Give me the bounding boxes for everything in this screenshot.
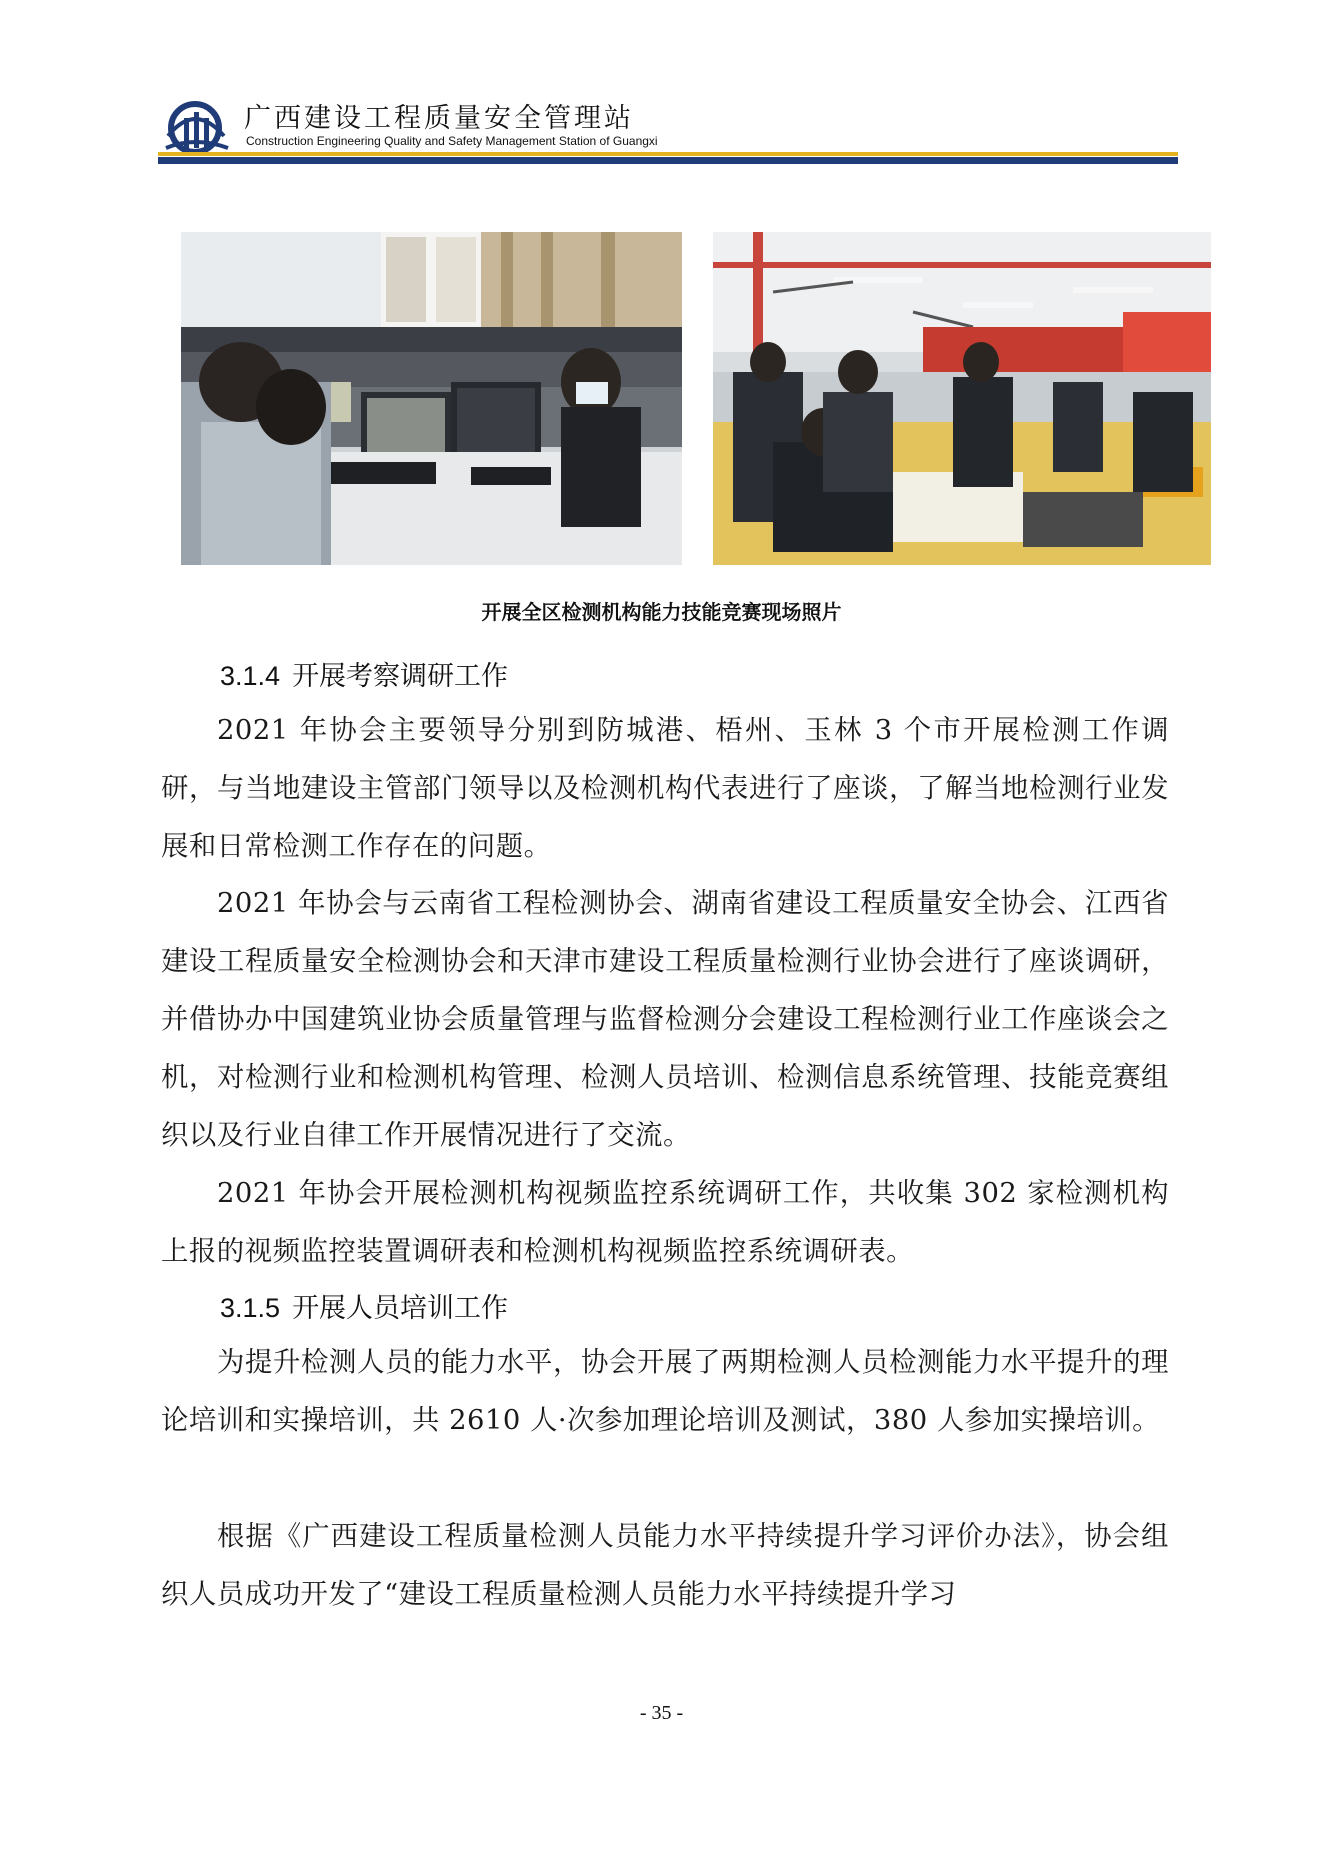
photo-caption: 开展全区检测机构能力技能竞赛现场照片 (481, 600, 842, 624)
photo-computer-exam (181, 232, 682, 565)
section-number: 3.1.4 (220, 661, 281, 691)
page-header (158, 90, 1178, 170)
header-rule-navy (158, 157, 1178, 164)
org-logo (164, 96, 230, 156)
org-name-en: Construction Engineering Quality and Safety Management Station of Guangxi (246, 134, 658, 148)
section-title: 开展考察调研工作 (292, 661, 509, 692)
section-number: 3.1.5 (220, 1293, 281, 1323)
paragraph: 为提升检测人员的能力水平，协会开展了两期检测人员检测能力水平提升的理论培训和实操培训，共 2610 人·次参加理论培训及测试，380 人参加实操培训。 (161, 1347, 1169, 1436)
paragraph: 2021 年协会主要领导分别到防城港、梧州、玉林 3 个市开展检测工作调研，与当地建设主管部门领导以及检测机构代表进行了座谈，了解当地检测行业发展和日常检测工作存在的问题。 (161, 715, 1169, 862)
org-name-cn: 广西建设工程质量安全管理站 (244, 103, 634, 134)
paragraph: 2021 年协会与云南省工程检测协会、湖南省建设工程质量安全协会、江西省建设工程质量安全检测协会和天津市建设工程质量检测行业协会进行了座谈调研，并借协办中国建筑业协会质量管理与监督检测分会建设工程检测行业工作座谈会之机，对检测行业和检测机构管理、检测人员培训、检测信息系统管理、技能竞赛组织以及行业自律工作开展情况进行了交流。 (161, 888, 1169, 1151)
paragraph: 2021 年协会开展检测机构视频监控系统调研工作，共收集 302 家检测机构上报的视频监控装置调研表和检测机构视频监控系统调研表。 (161, 1178, 1169, 1267)
section-heading-3-1-5 (220, 1286, 508, 1325)
page-number: - 35 - (639, 1702, 684, 1724)
section-heading-3-1-4 (220, 654, 508, 693)
paragraph: 根据《广西建设工程质量检测人员能力水平持续提升学习评价办法》，协会组织人员成功开发了“建设工程质量检测人员能力水平持续提升学习 (161, 1521, 1169, 1610)
header-rule-gold (158, 152, 1178, 156)
section-title: 开展人员培训工作 (292, 1293, 509, 1324)
photo-lab-competition (713, 232, 1211, 565)
